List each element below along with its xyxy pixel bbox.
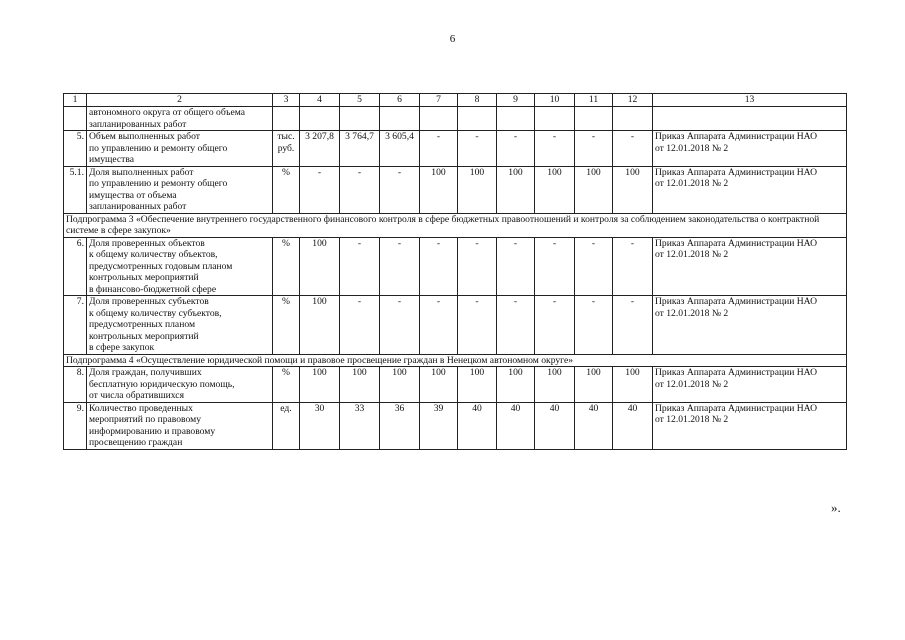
table-row <box>64 367 847 403</box>
header-cell: 2 <box>87 94 273 107</box>
value-cell: 40 <box>575 402 613 449</box>
value-cell: - <box>420 296 458 355</box>
value-cell: 100 <box>300 296 340 355</box>
source-document: Приказ Аппарата Администрации НАО от 12.01.2018 № 2 <box>653 237 847 296</box>
table-row <box>64 131 847 167</box>
table-row <box>64 107 847 131</box>
indicator-name: Доля проверенных субъектов к общему количеству субъектов, предусмотренных планом контрольных мероприятий в сфере закупок <box>87 296 273 355</box>
value-cell: - <box>340 166 380 213</box>
header-cell: 13 <box>653 94 847 107</box>
value-cell: 100 <box>535 166 575 213</box>
value-cell: - <box>420 131 458 167</box>
value-cell: 40 <box>613 402 653 449</box>
value-cell: 100 <box>613 166 653 213</box>
value-cell: 40 <box>535 402 575 449</box>
value-cell: 3 207,8 <box>300 131 340 167</box>
value-cell: - <box>458 296 497 355</box>
table-row <box>64 166 847 213</box>
value-cell: 100 <box>535 367 575 403</box>
subprogram-row <box>64 213 847 237</box>
indicator-name: Объем выполненных работ по управлению и ремонту общего имущества <box>87 131 273 167</box>
value-cell <box>380 107 420 131</box>
source-document: Приказ Аппарата Администрации НАО от 12.01.2018 № 2 <box>653 296 847 355</box>
source-document: Приказ Аппарата Администрации НАО от 12.01.2018 № 2 <box>653 166 847 213</box>
unit-cell: ед. <box>273 402 300 449</box>
value-cell: 30 <box>300 402 340 449</box>
value-cell: - <box>380 237 420 296</box>
value-cell: 100 <box>458 166 497 213</box>
header-cell: 6 <box>380 94 420 107</box>
value-cell: - <box>575 296 613 355</box>
value-cell: - <box>497 296 535 355</box>
row-number: 6. <box>64 237 87 296</box>
value-cell: 33 <box>340 402 380 449</box>
unit-cell: % <box>273 367 300 403</box>
value-cell: 100 <box>420 367 458 403</box>
source-document <box>653 107 847 131</box>
value-cell: - <box>497 237 535 296</box>
subprogram-title: Подпрограмма 4 «Осуществление юридической помощи и правовое просвещение граждан в Ненецком автономном округе» <box>64 354 847 367</box>
value-cell: 3 605,4 <box>380 131 420 167</box>
value-cell: - <box>420 237 458 296</box>
value-cell: - <box>380 166 420 213</box>
header-cell: 1 <box>64 94 87 107</box>
header-cell: 10 <box>535 94 575 107</box>
subprogram-row <box>64 354 847 367</box>
value-cell: 39 <box>420 402 458 449</box>
page-number: 6 <box>449 33 456 45</box>
value-cell <box>575 107 613 131</box>
indicator-name: Доля проверенных объектов к общему количеству объектов, предусмотренных годовым планом контрольных мероприятий в финансово-бюджетной сфере <box>87 237 273 296</box>
value-cell: 100 <box>497 166 535 213</box>
table-row <box>64 296 847 355</box>
indicator-name: Доля выполненных работ по управлению и ремонту общего имущества от объема запланированных работ <box>87 166 273 213</box>
value-cell: - <box>458 131 497 167</box>
value-cell: 100 <box>458 367 497 403</box>
source-document: Приказ Аппарата Администрации НАО от 12.01.2018 № 2 <box>653 367 847 403</box>
value-cell <box>535 107 575 131</box>
unit-cell: тыс. руб. <box>273 131 300 167</box>
header-cell: 9 <box>497 94 535 107</box>
indicator-name: Доля граждан, получивших бесплатную юридическую помощь, от числа обратившихся <box>87 367 273 403</box>
value-cell: - <box>300 166 340 213</box>
value-cell: 100 <box>300 237 340 296</box>
closing-quote-mark: ». <box>831 500 841 515</box>
header-cell: 7 <box>420 94 458 107</box>
row-number: 5. <box>64 131 87 167</box>
value-cell <box>497 107 535 131</box>
value-cell: - <box>497 131 535 167</box>
value-cell: 100 <box>340 367 380 403</box>
unit-cell: % <box>273 237 300 296</box>
row-number: 7. <box>64 296 87 355</box>
header-cell: 8 <box>458 94 497 107</box>
source-document: Приказ Аппарата Администрации НАО от 12.01.2018 № 2 <box>653 402 847 449</box>
value-cell: - <box>535 296 575 355</box>
value-cell: - <box>380 296 420 355</box>
value-cell <box>420 107 458 131</box>
header-cell: 5 <box>340 94 380 107</box>
value-cell <box>340 107 380 131</box>
value-cell: - <box>340 296 380 355</box>
value-cell: 100 <box>613 367 653 403</box>
value-cell: - <box>535 237 575 296</box>
header-cell: 3 <box>273 94 300 107</box>
value-cell: 36 <box>380 402 420 449</box>
indicator-name: автономного округа от общего объема запланированных работ <box>87 107 273 131</box>
value-cell: - <box>613 296 653 355</box>
value-cell: - <box>535 131 575 167</box>
value-cell: - <box>340 237 380 296</box>
indicator-name: Количество проведенных мероприятий по правовому информированию и правовому просвещению граждан <box>87 402 273 449</box>
value-cell <box>300 107 340 131</box>
value-cell: - <box>458 237 497 296</box>
header-cell: 12 <box>613 94 653 107</box>
header-row <box>64 94 847 107</box>
row-number <box>64 107 87 131</box>
value-cell: - <box>575 237 613 296</box>
value-cell: 100 <box>497 367 535 403</box>
table-row <box>64 237 847 296</box>
value-cell: 100 <box>380 367 420 403</box>
table-body <box>64 94 847 450</box>
header-cell: 4 <box>300 94 340 107</box>
table-row <box>64 402 847 449</box>
value-cell: 3 764,7 <box>340 131 380 167</box>
value-cell: 40 <box>497 402 535 449</box>
value-cell: 100 <box>420 166 458 213</box>
value-cell: 100 <box>575 166 613 213</box>
value-cell: 100 <box>575 367 613 403</box>
row-number: 9. <box>64 402 87 449</box>
header-cell: 11 <box>575 94 613 107</box>
value-cell: - <box>575 131 613 167</box>
indicators-table <box>63 93 847 450</box>
unit-cell: % <box>273 296 300 355</box>
value-cell <box>458 107 497 131</box>
unit-cell: % <box>273 166 300 213</box>
row-number: 8. <box>64 367 87 403</box>
value-cell: - <box>613 237 653 296</box>
value-cell: 40 <box>458 402 497 449</box>
value-cell: 100 <box>300 367 340 403</box>
value-cell: - <box>613 131 653 167</box>
unit-cell <box>273 107 300 131</box>
row-number: 5.1. <box>64 166 87 213</box>
source-document: Приказ Аппарата Администрации НАО от 12.01.2018 № 2 <box>653 131 847 167</box>
value-cell <box>613 107 653 131</box>
subprogram-title: Подпрограмма 3 «Обеспечение внутреннего государственного финансового контроля в сфере бюджетных правоотношений и контроля за соблюдением законодательства о контрактной системе в сфере закупок» <box>64 213 847 237</box>
